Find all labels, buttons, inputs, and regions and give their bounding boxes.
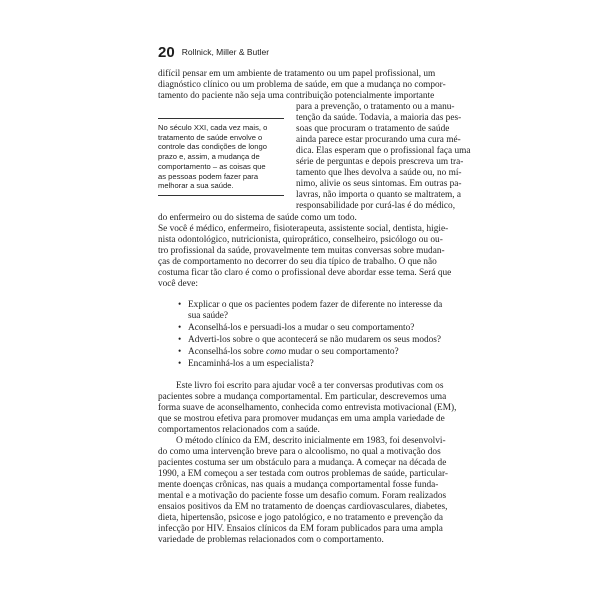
- text-line: forma suave de aconselhamento, conhecida como entrevista motivacional (EM),: [158, 403, 457, 413]
- text-line: O método clínico da EM, descrito inicialmente em 1983, foi desenvolvi-: [176, 436, 446, 446]
- bullet-marker: [178, 300, 183, 311]
- text-line: você deve:: [158, 279, 199, 289]
- text-line: lavras, não importa o quanto se maltratem, a: [296, 190, 461, 200]
- text-line: tro profissional da saúde, provavelmente tem muitas conversas sobre mudan-: [158, 246, 445, 256]
- bullet-text: Adverti-los sobre o que acontecerá se não mudarem os seus modos?: [188, 335, 442, 345]
- text-line: mente doenças crônicas, nas quais a mudança comportamental fosse funda-: [158, 480, 439, 490]
- text-line: Este livro foi escrito para ajudar você a ter conversas produtivas com os: [176, 381, 444, 391]
- text-line: dieta, hipertensão, psicose e jogo patológico, e no tratamento e prevenção da: [158, 513, 443, 523]
- text-line: ças de comportamento no decorrer do seu dia típico de trabalho. O que não: [158, 257, 437, 267]
- text-line: variedade de problemas relacionados com o comportamento.: [158, 535, 384, 545]
- emphasis-text: como: [265, 347, 287, 357]
- sidebar-line: prazo e, assim, a mudança de: [158, 152, 260, 162]
- text-line: difícil pensar em um ambiente de tratamento ou um papel profissional, um: [158, 69, 436, 79]
- text-line: dica. Elas esperam que o profissional faça uma: [296, 146, 471, 156]
- sidebar-line: comportamento – as coisas que: [158, 161, 266, 171]
- running-header: [158, 44, 269, 62]
- sidebar-line: No século XXI, cada vez mais, o: [158, 123, 268, 132]
- bullet-marker: [178, 335, 183, 346]
- text-line: pacientes sobre a mudança comportamental. Em particular, descrevemos uma: [158, 392, 447, 402]
- text-line: nimo, alivie os seus sintomas. Em outras pa-: [296, 179, 462, 189]
- text-line: tamento que lhes devolva a saúde ou, no mí-: [296, 168, 462, 178]
- text-line: série de perguntas e depois prescreva um tra-: [296, 157, 464, 167]
- text-line: costuma ficar tão claro é como o profissional deve abordar esse tema. Será que: [158, 268, 452, 278]
- text-line: mental e a motivação do paciente fosse um desafio comum. Foram realizados: [158, 491, 447, 501]
- running-authors: Rollnick, Miller & Butler: [181, 47, 270, 57]
- text-line: infecção por HIV. Ensaios clínicos da EM foram publicados para uma ampla: [158, 524, 443, 534]
- text-line: Se você é médico, enfermeiro, fisioterapeuta, assistente social, dentista, higie-: [158, 224, 449, 234]
- text-line: tenção da saúde. Todavia, a maioria das pes-: [296, 113, 462, 123]
- text-line: nista odontológico, nutricionista, quiroprático, conselheiro, psicólogo ou ou-: [158, 235, 443, 245]
- text-line: ainda parece estar procurando uma cura mé-: [296, 135, 461, 145]
- bullet-text: Encaminhá-los a um especialista?: [188, 359, 314, 369]
- bullet-marker: [178, 359, 183, 370]
- bullet-marker: [178, 347, 183, 358]
- sidebar-note: [158, 118, 284, 196]
- text-line: diagnóstico clínico ou um problema de saúde, em que a mudança no compor-: [158, 80, 446, 90]
- bullet-text: sua saúde?: [188, 311, 229, 321]
- sidebar-line: as pessoas podem fazer para: [158, 171, 259, 181]
- text-line: tamento do paciente não seja uma contribuição potencialmente importante: [158, 91, 435, 101]
- text-line: pacientes costuma ser um obstáculo para a mudança. A começar na década de: [158, 458, 447, 468]
- text-line: soas que procuram o tratamento de saúde: [296, 124, 450, 134]
- bullet-text: Aconselhá-los sobre como mudar o seu comportamento?: [188, 347, 399, 357]
- bullet-text: Explicar o que os pacientes podem fazer de diferente no interesse da: [188, 300, 443, 310]
- text-line: do enfermeiro ou do sistema de saúde como um todo.: [158, 213, 357, 223]
- sidebar-line: melhorar a sua saúde.: [158, 181, 234, 191]
- text-line: do como uma intervenção breve para o alcoolismo, no qual a motivação dos: [158, 447, 441, 457]
- text-line: para a prevenção, o tratamento ou a manu-: [296, 102, 455, 112]
- text-line: responsabilidade por curá-las é do médico,: [296, 201, 456, 211]
- text-line: que se mostrou efetiva para promover mudanças em uma ampla variedade de: [158, 414, 445, 424]
- text-line: 1990, a EM começou a ser testada com outros problemas de saúde, particular-: [158, 469, 448, 479]
- sidebar-line: controle das condições de longo: [158, 142, 267, 152]
- page-number: 20: [158, 44, 175, 61]
- text-line: ensaios positivos da EM no tratamento de doenças cardiovasculares, diabetes,: [158, 502, 448, 512]
- bullet-marker: [178, 323, 183, 334]
- sidebar-line: tratamento de saúde envolve o: [158, 132, 263, 142]
- bullet-text: Aconselhá-los e persuadi-los a mudar o seu comportamento?: [188, 323, 415, 333]
- text-line: comportamentos relacionados com a saúde.: [158, 425, 320, 435]
